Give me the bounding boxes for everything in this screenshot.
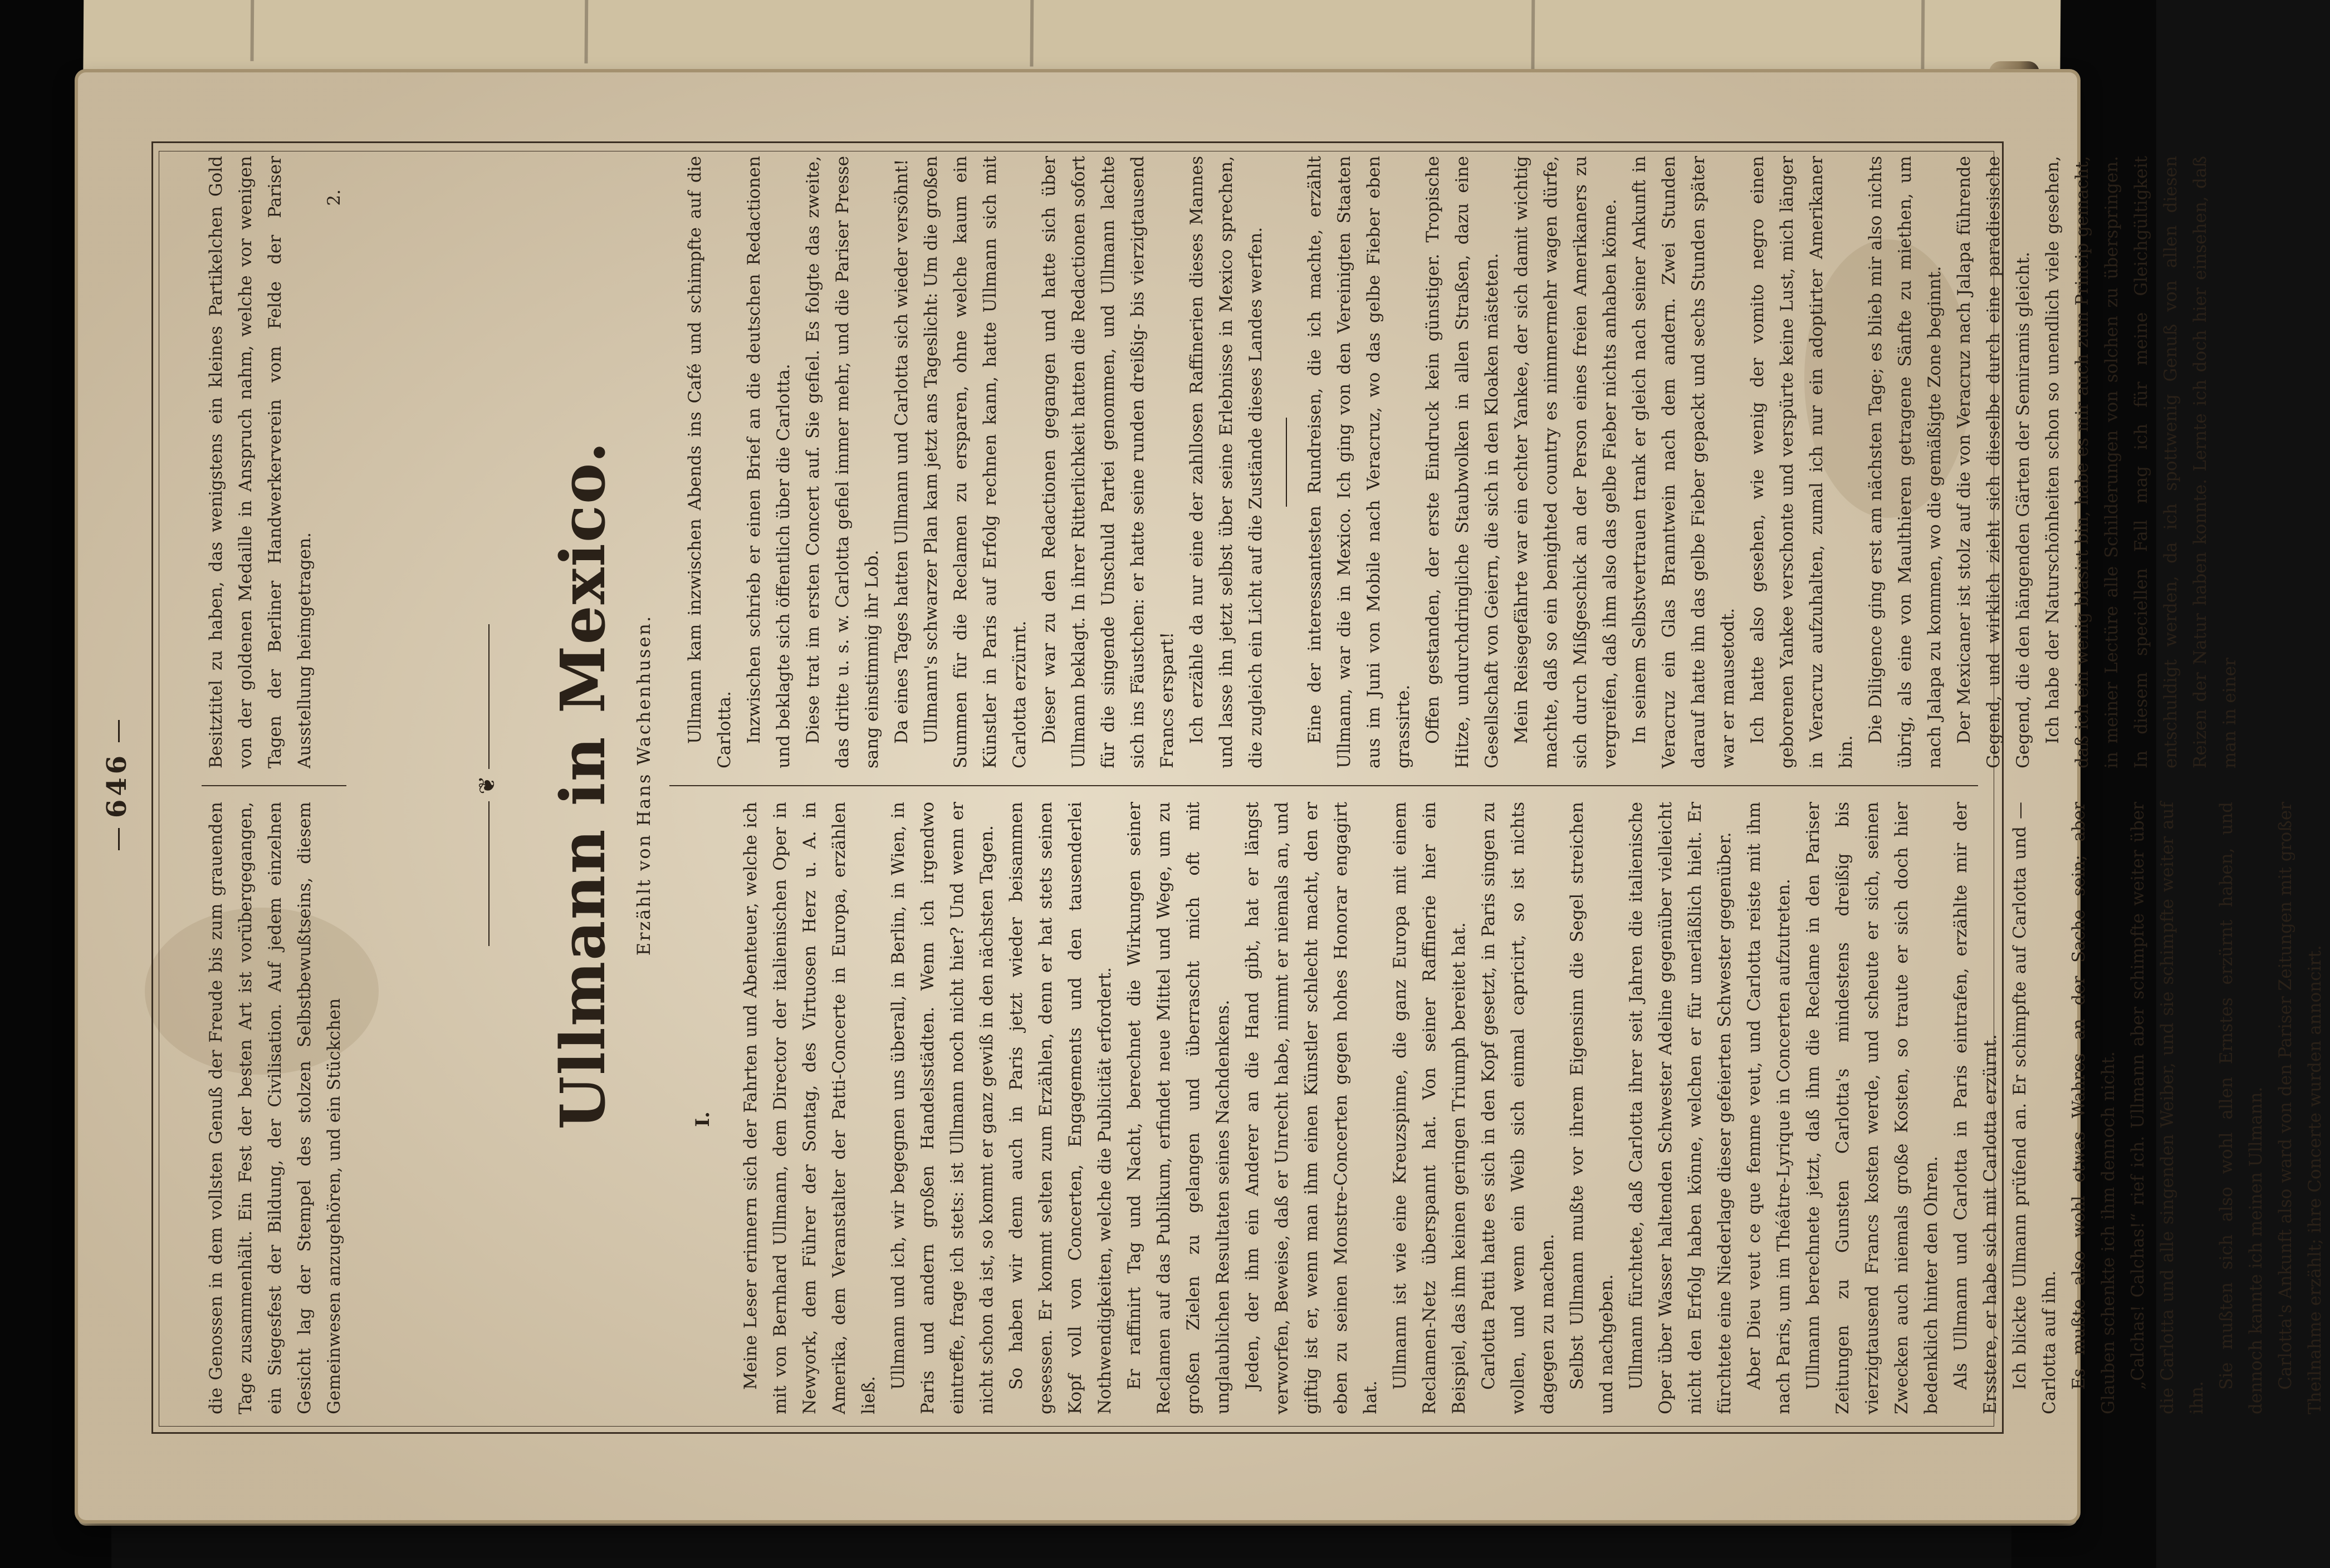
paragraph: Als Ullmann und Carlotta in Paris eintrafen, erzählte mir der Ersstere, er habe sich mit Carlotta erzürnt. [1951,802,2000,1414]
right-column [681,156,2245,768]
paragraph: Aber Dieu veut ce que femme veut, und Carlotta reiste mit ihm nach Paris, um im Théâtre-Lyrique in Concerten aufzutreten. [1744,802,1794,1414]
paragraph: Es mußte also wohl etwas Wahres an der Sache sein; aber Glauben schenkte ich ihm dennoch nicht. [2069,802,2118,1414]
column-rule-top [202,785,346,786]
paragraph: Ullmann's schwarzer Plan kam jetzt ans Tageslicht: Um die großen Summen für die Reclamen zu ersparen, ohne welche kaum ein Künstler in Paris auf Erfolg rechnen kann, hatte Ullmann sich mit Carlotta erzürnt. [921,156,1030,768]
article-title: Ullmann in Mexico. [547,440,619,1130]
left-column [736,802,2330,1414]
paragraph: Carlotta Patti hatte es sich in den Kopf gesetzt, in Paris singen zu wollen, und wenn ein Weib sich einmal capricirt, so ist nichts dagegen zu machen. [1479,802,1558,1414]
ornament-divider [474,117,500,1453]
paragraph: Sie mußten sich also wohl allen Ernstes erzürnt haben, und dennoch kannte ich meinen Ullmann. [2216,802,2266,1414]
column-separator [1271,156,1300,768]
printed-page-rotated [90,117,2325,1453]
paragraph: Ullmann berechnete jetzt, daß ihm die Reclame in den Pariser Zeitungen zu Gunsten Carlotta's mindestens dreißig bis vierzigtausend Francs kosten werde, und scheute er sich, seinen Zwecken auch niemals große Kosten, so traute er sich doch hier bedenklich hinter den Ohren. [1803,802,1941,1414]
paragraph: Offen gestanden, der erste Eindruck kein günstiger. Tropische Hitze, undurchdringliche Staubwolken in allen Straßen, dazu eine Gesellschaft von Geiern, die sich in den Kloaken mästeten. [1423,156,1502,768]
paragraph: „Calchas! Calchas!“ rief ich. Ullmann aber schimpfte weiter über die Carlotta und alle singenden Weiber, und sie schimpfte weiter auf ihn. [2128,802,2207,1414]
paragraph: So haben wir denn auch in Paris jetzt wieder beisammen gesessen. Er kommt selten zum Erzählen, denn er hat stets seinen Kopf voll von Concerten, Engagements und den tausenderlei Nothwendigkeiten, welche die Publicität erfordert. [1006,802,1115,1414]
paragraph: Eine der interessantesten Rundreisen, die ich machte, erzählt Ullmann, war die in Mexico. Ich ging von den Vereinigten Staaten aus im Juni von Mobile nach Veracruz, wo das gelbe Fieber eben grassirte. [1305,156,1413,768]
paragraph: Da eines Tages hatten Ullmann und Carlotta sich wieder versöhnt! [892,159,912,744]
ornament-icon: ❦ [474,776,500,795]
paragraph: Carlotta's Ankunft also ward von den Pariser Zeitungen mit großer Theilnahme erzählt; ihre Concerte wurden annoncirt. [2275,802,2325,1414]
paragraph: Die Diligence ging erst am nächsten Tage; es blieb mir also nichts übrig, als eine von Maulthieren getragene Sänfte zu miethen, um nach Jalapa zu kommen, wo die gemäßigte Zone beginnt. [1866,156,1945,768]
paragraph: Er raffinirt Tag und Nacht, berechnet die Wirkungen seiner Reclamen auf das Publikum, erfindet neue Mittel und Wege, um zu großen Zielen zu gelangen und überrascht mich oft mit unglaublichen Resultaten seines Nachdenkens. [1124,802,1233,1414]
paragraph: Ich erzähle da nur eine der zahllosen Raffinerien dieses Mannes und lasse ihn jetzt selbst über seine Erlebnisse in Mexico sprechen, die zugleich ein Licht auf die Zustände dieses Landes werfen. [1187,156,1266,768]
paragraph: Jeden, der ihm ein Anderer an die Hand gibt, hat er längst verworfen, Beweise, daß er Unrecht habe, nimmt er niemals an, und giftig ist er, wenn man ihm einen Künstler schlecht macht, den er eben zu seinen Monstre-Concerten gegen hohes Honorar engagirt hat. [1242,802,1381,1414]
signature: 2. [324,189,344,206]
paragraph: Dieser war zu den Redactionen gegangen und hatte sich über Ullmann beklagt. In ihrer Ritterlichkeit hatten die Redactionen sofort für die singende Unschuld Partei genommen, und Ullmann lachte sich ins Fäustchen: er hatte seine runden dreißig- bis vierzigtausend Francs erspart! [1039,156,1177,768]
paragraph: Meine Leser erinnern sich der Fahrten und Abenteuer, welche ich mit von Bernhard Ullmann, dem Director der italienischen Oper in Newyork, dem Führer der Sontag, des Virtuosen Herz u. A. in Amerika, dem Veranstalter der Patti-Concerte in Europa, erzählen ließ. [741,802,879,1414]
paragraph: In seinem Selbstvertrauen trank er gleich nach seiner Ankunft in Veracruz ein Glas Branntwein nach dem andern. Zwei Stunden darauf hatte ihn das gelbe Fieber gepackt und sechs Stunden später war er mausetodt. [1629,156,1738,768]
paragraph: Ullmann ist wie eine Kreuzspinne, die ganz Europa mit einem Reclamen-Netz überspannt hat. Von seiner Raffinerie hier ein Beispiel, das ihm keinen geringen Triumph bereitet hat. [1390,802,1469,1414]
column-rule-main [669,785,1978,786]
paragraph: Ullmann fürchtete, daß Carlotta ihrer seit Jahren die italienische Oper über Wasser haltenden Schwester Adeline gegenüber vielleicht nicht den Erfolg haben könne, welchen er für unerläßlich hielt. Er fürchtete eine Niederlage dieser gefeierten Schwester gegenüber. [1626,802,1735,1414]
paragraph: Ullmann und ich, wir begegnen uns überall, in Berlin, in Wien, in Paris und andern großen Handelsstädten. Wenn ich irgendwo eintreffe, frage ich stets: ist Ullmann noch nicht hier? Und wenn er nicht schon da ist, so kommt er ganz gewiß in den nächsten Tagen. [888,802,997,1414]
paragraph: Ich hatte also gesehen, wie wenig der vomito negro einen geborenen Yankee verschonte und verspürte keine Lust, mich länger in Veracruz aufzuhalten, zumal ich nur ein adoptirter Amerikaner bin. [1748,156,1856,768]
paragraph: Der Mexicaner ist stolz auf die von Veracruz nach Jalapa führende Gegend, und wirklich zieht sich dieselbe durch eine paradiesische Gegend, die den hängenden Gärten der Semiramis gleicht. [1954,156,2033,768]
paragraph: Ich habe der Naturschönheiten schon so unendlich viele gesehen, daß ich ein wenig blasirt bin, habe es mir auch zum Princip gemacht, in meiner Lectüre alle Schilderungen von solchen zu überspringen. In diesem speciellen Fall mag ich für meine Gleichgültigkeit entschuldigt werden, da ich spottwenig Genuß von allen diesen Reizen der Natur haben konnte. Lernte ich doch hier einsehen, daß man in einer [2043,156,2240,768]
page-number: 646 [101,117,133,1453]
paragraph: Ullmann kam inzwischen Abends ins Café und schimpfte auf die Carlotta. [685,156,735,768]
article-byline: Erzählt von Hans Wachenhusen. [633,614,654,956]
paragraph: Inzwischen schrieb er einen Brief an die deutschen Redactionen und beklagte sich öffentlich über die Carlotta. [744,156,794,768]
paragraph: Selbst Ullmann mußte vor ihrem Eigensinn die Segel streichen und nachgeben. [1567,802,1617,1414]
paragraph: Ich blickte Ullmann prüfend an. Er schimpfte auf Carlotta und — Carlotta auf ihn. [2010,802,2059,1414]
paragraph: Mein Reisegefährte war ein echter Yankee, der sich damit wichtig machte, daß so ein benighted country es nimmermehr wagen dürfe, sich durch Mißgeschick an der Person eines freien Amerikaners zu vergreifen, daß ihm also das gelbe Fieber nichts anhaben könne. [1511,156,1620,768]
section-number: I. [692,1111,714,1127]
top-text-left: die Genossen in dem vollsten Genuß der Freude bis zum grauenden Tage zusammenhält. Ein Fest der besten Art ist vorübergegangen, ein Siegesfest der Bildung, der Civilisation. Auf jedem einzelnen Gesicht lag der Stempel des stolzen Selbstbewußtseins, diesem Gemeinwesen anzugehören, und ein Stückchen [206,802,344,1414]
top-text-right: Besitztitel zu haben, das wenigstens ein kleines Partikelchen Gold von der goldenen Medaille in Anspruch nahm, welche vor wenigen Tagen der Berliner Handwerkerverein vom Felde der Pariser Ausstellung heimgetragen. 2. [202,156,349,768]
paragraph: Diese trat im ersten Concert auf. Sie gefiel. Es folgte das zweite, das dritte u. s. w. Carlotta gefiel immer mehr, und die Pariser Presse sang einstimmig ihr Lob. [803,156,882,768]
